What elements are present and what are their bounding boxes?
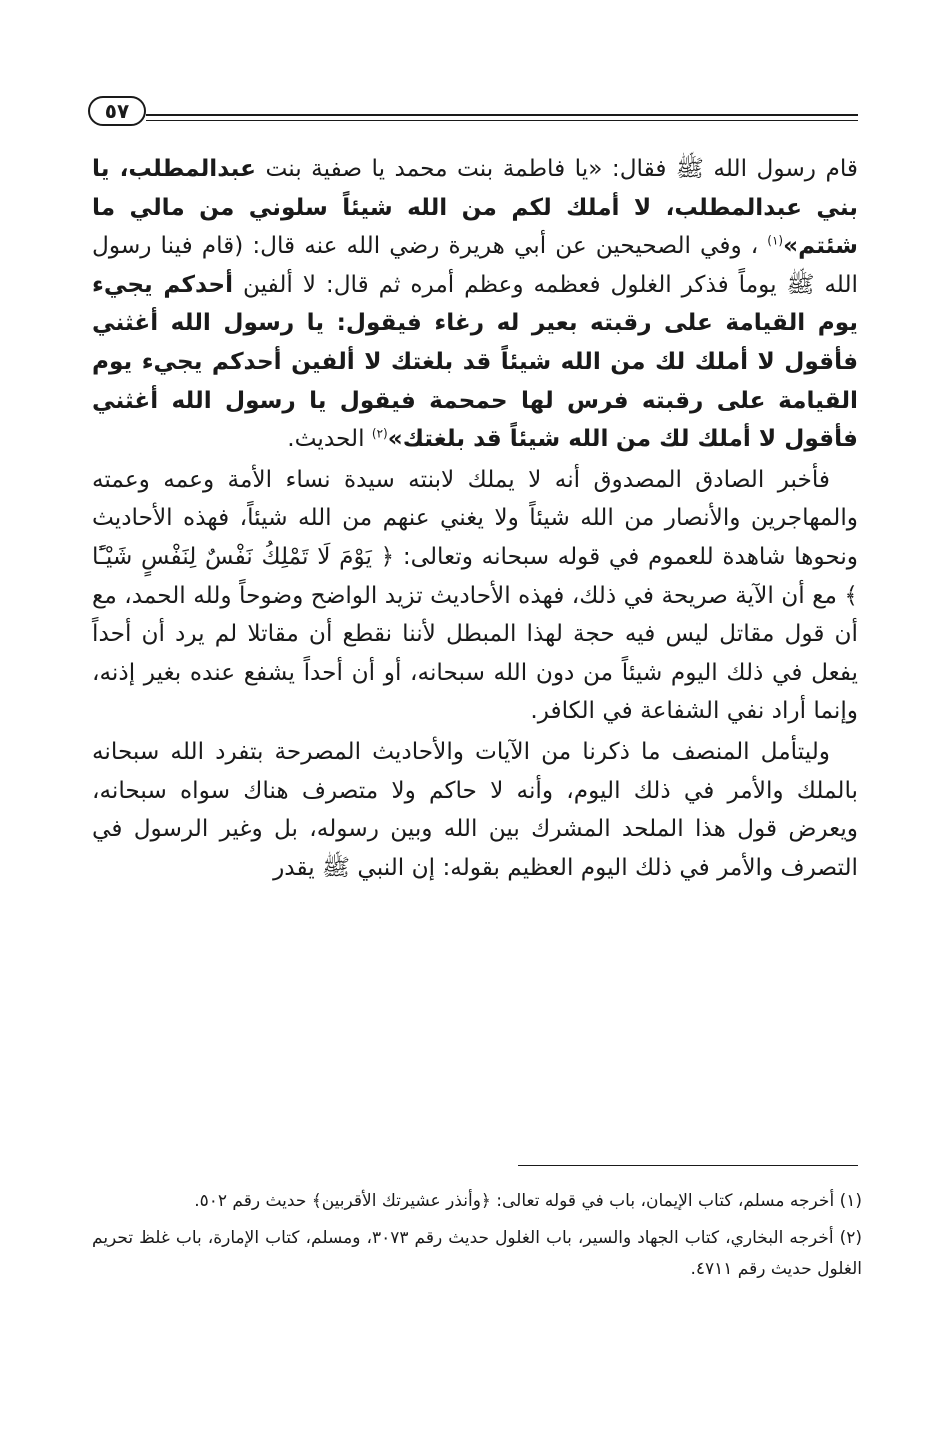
paragraph-3: وليتأمل المنصف ما ذكرنا من الآيات والأحاديث المصرحة بتفرد الله سبحانه بالملك والأمر في ذلك اليوم، وأنه لا حاكم ولا متصرف هناك سواه سبحانه، ويعرض قول هذا الملحد المشرك بين الله وبين رسوله، بل وغير الرسول في التصرف والأمر في ذلك اليوم العظيم بقوله: إن النبي ﷺ يقدر (92, 737, 858, 881)
header-rule (146, 114, 858, 116)
header-rule-thin (146, 120, 858, 121)
footnotes (92, 1186, 862, 1291)
paragraph-1 (92, 150, 858, 459)
text-line: على رقبته فرس لها حمحمة فيقول يا رسول الله أغثني فأقول لا أملك لك من (92, 386, 858, 453)
text-line: قام رسول الله ﷺ فقال: «يا فاطمة بنت محمد يا صفية بنت (265, 155, 859, 182)
paragraph-2: فأخبر الصادق المصدوق أنه لا يملك لابنته سيدة نساء الأمة وعمه وعمته والمهاجرين والأنصار من الله شيئاً ولا يغني عنهم من الله شيئاً، فهذه الأحاديث ونحوها شاهدة للعموم في قوله سبحانه وتعالى: ﴿ يَوْمَ لَا تَمْلِكُ نَفْسٌ لِنَفْسٍ شَيْـًٔا ﴾ مع أن الآية صريحة في ذلك، فهذه الأحاديث تزيد الواضح وضوحاً ولله الحمد، مع أن قول مقاتل ليس فيه حجة لهذا المبطل لأننا نقطع أن مقاتلا لم يرد أن أحداً يفعل في ذلك اليوم شيئاً من دون الله سبحانه، أو أن أحداً يشفع عنده بغير إذنه، وإنما أراد نفي الشفاعة في الكافر. (92, 465, 858, 725)
page-number: ٥٧ (88, 96, 146, 126)
footnote-2: (٢) أخرجه البخاري، كتاب الجهاد والسير، باب الغلول حديث رقم ٣٠٧٣، ومسلم، كتاب الإمارة، باب غلظ تحريم الغلول حديث رقم ٤٧١١. (92, 1228, 863, 1279)
text-line: الحديث. (287, 425, 365, 453)
footnote-ref: (١) (767, 233, 784, 248)
text-line: عبدالمطلب، يا بني عبدالمطلب، لا أملك لكم من الله شيئاً سلوني من مالي ما (92, 155, 858, 221)
text-line: فأقول لا أملك لك من الله شيئاً قد بلغتك لا ألفين أحدكم يجيء يوم القيامة (92, 347, 858, 414)
footnote-ref: (٢) (371, 426, 388, 441)
text-line: رسول الله ﷺ يوماً فذكر الغلول فعظمه وعظم أمره ثم قال: لا ألفين (92, 232, 858, 298)
main-text (92, 150, 858, 889)
text-line: الله شيئاً قد بلغتك» (387, 425, 609, 453)
text-line: شئتم» (783, 232, 858, 260)
text-line: ، وفي الصحيحين عن أبي هريرة رضي الله عنه قال: (قام فينا (160, 232, 759, 260)
page-header (88, 96, 858, 130)
text-line: أحدكم يجيء يوم القيامة على رقبته بعير له رغاء فيقول: يا رسول الله أغثني (92, 270, 858, 337)
footnote-separator (518, 1165, 858, 1166)
footnote-1: (١) أخرجه مسلم، كتاب الإيمان، باب في قوله تعالى: ﴿وأنذر عشيرتك الأقربين﴾ حديث رقم ٥٠٢. (194, 1191, 862, 1211)
